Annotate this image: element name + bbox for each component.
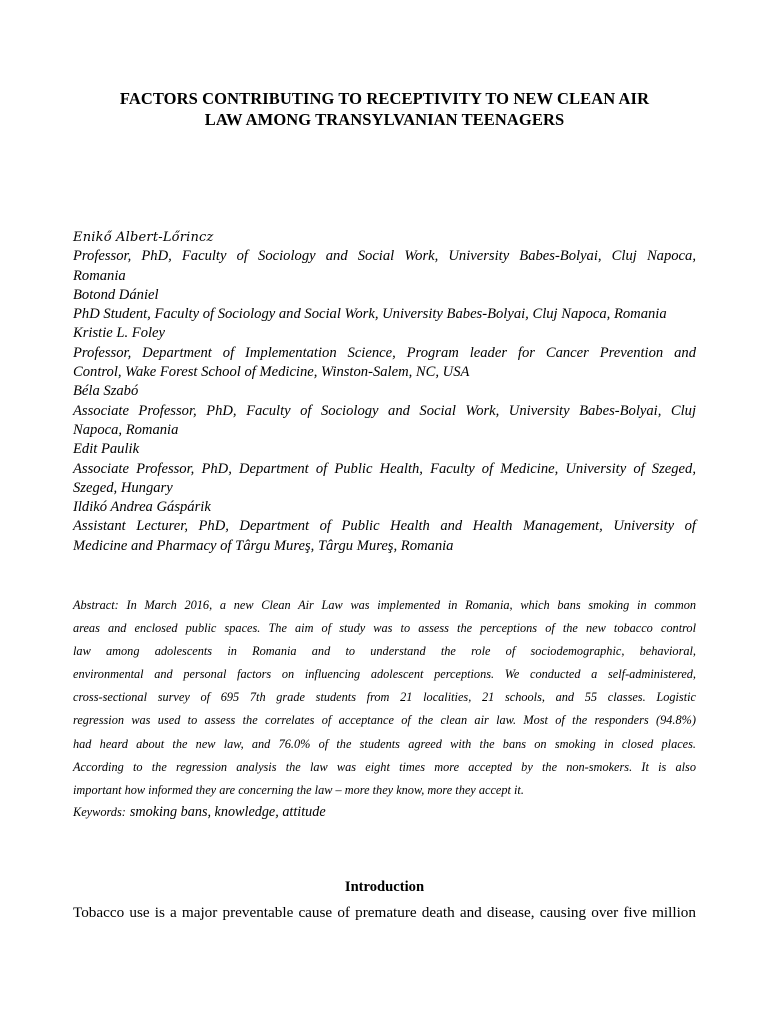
author-name: Béla Szabó	[73, 383, 139, 400]
introduction-heading: Introduction	[344, 879, 425, 895]
keywords	[73, 803, 326, 821]
author-affiliation-line: Control, Wake Forest School of Medicine, Winston-Salem, NC, USA	[73, 364, 470, 381]
author-affiliation-line: Medicine and Pharmacy of Târgu Mureş, Târgu Mureş, Romania	[73, 537, 454, 554]
keywords-label: Keywords:	[73, 805, 126, 819]
abstract-line: important how informed they are concerning the law – more they know, more they accept it.	[73, 782, 524, 797]
author-name: Edit Paulik	[73, 441, 140, 458]
abstract-line: environmental and personal factors on influencing adolescent perceptions. We conducted a self-administered,	[73, 667, 696, 682]
title-line: LAW AMONG TRANSYLVANIAN TEENAGERS	[204, 110, 565, 129]
author-affiliation-line: Associate Professor, PhD, Faculty of Sociology and Social Work, University Babes-Bolyai, Cluj	[73, 402, 696, 419]
author-affiliation-line: Professor, PhD, Faculty of Sociology and Social Work, University Babes-Bolyai, Cluj Napoca,	[73, 248, 696, 265]
abstract-line: areas and enclosed public spaces. The aim of study was to assess the perceptions of the new tobacco control	[73, 621, 696, 636]
author-name: Ildikó Andrea Gáspárik	[73, 499, 211, 516]
author-affiliation-line: Associate Professor, PhD, Department of Public Health, Faculty of Medicine, University of Szeged,	[73, 460, 696, 477]
paper-title	[73, 88, 696, 130]
abstract-line: Abstract: In March 2016, a new Clean Air Law was implemented in Romania, which bans smoking in common	[73, 598, 696, 612]
abstract-line: had heard about the new law, and 76.0% of the students agreed with the bans on smoking in closed places.	[73, 736, 696, 751]
author-list	[73, 228, 696, 556]
abstract-line: cross-sectional survey of 695 7th grade students from 21 localities, 21 schools, and 55 classes. Logistic	[73, 690, 696, 705]
abstract-line: law among adolescents in Romania and to understand the role of sociodemographic, behavioral,	[73, 644, 696, 659]
author-affiliation-line: Szeged, Hungary	[73, 479, 173, 496]
abstract-line: According to the regression analysis the law was eight times more accepted by the non-smokers. It is also	[73, 759, 696, 774]
keywords-values: smoking bans, knowledge, attitude	[129, 804, 326, 820]
title-line: FACTORS CONTRIBUTING TO RECEPTIVITY TO NEW CLEAN AIR	[119, 89, 650, 108]
author-affiliation-line: Professor, Department of Implementation Science, Program leader for Cancer Prevention and	[73, 344, 696, 361]
author-name: Botond Dániel	[73, 286, 159, 303]
author-name: Enikő Albert-Lőrincz	[73, 230, 214, 245]
author-name: Kristie L. Foley	[73, 325, 166, 342]
author-affiliation-line: Romania	[73, 267, 126, 284]
author-affiliation-line: Napoca, Romania	[73, 421, 179, 438]
author-affiliation-line: PhD Student, Faculty of Sociology and Social Work, University Babes-Bolyai, Cluj Napoca, Romania	[73, 306, 667, 323]
author-affiliation-line: Assistant Lecturer, PhD, Department of Public Health and Health Management, University of	[73, 518, 696, 535]
introduction-first-line: Tobacco use is a major preventable cause of premature death and disease, causing over five million	[73, 904, 696, 921]
abstract-line: regression was used to assess the correlates of acceptance of the clean air law. Most of the responders (94.8%)	[73, 713, 696, 728]
abstract	[73, 594, 696, 802]
